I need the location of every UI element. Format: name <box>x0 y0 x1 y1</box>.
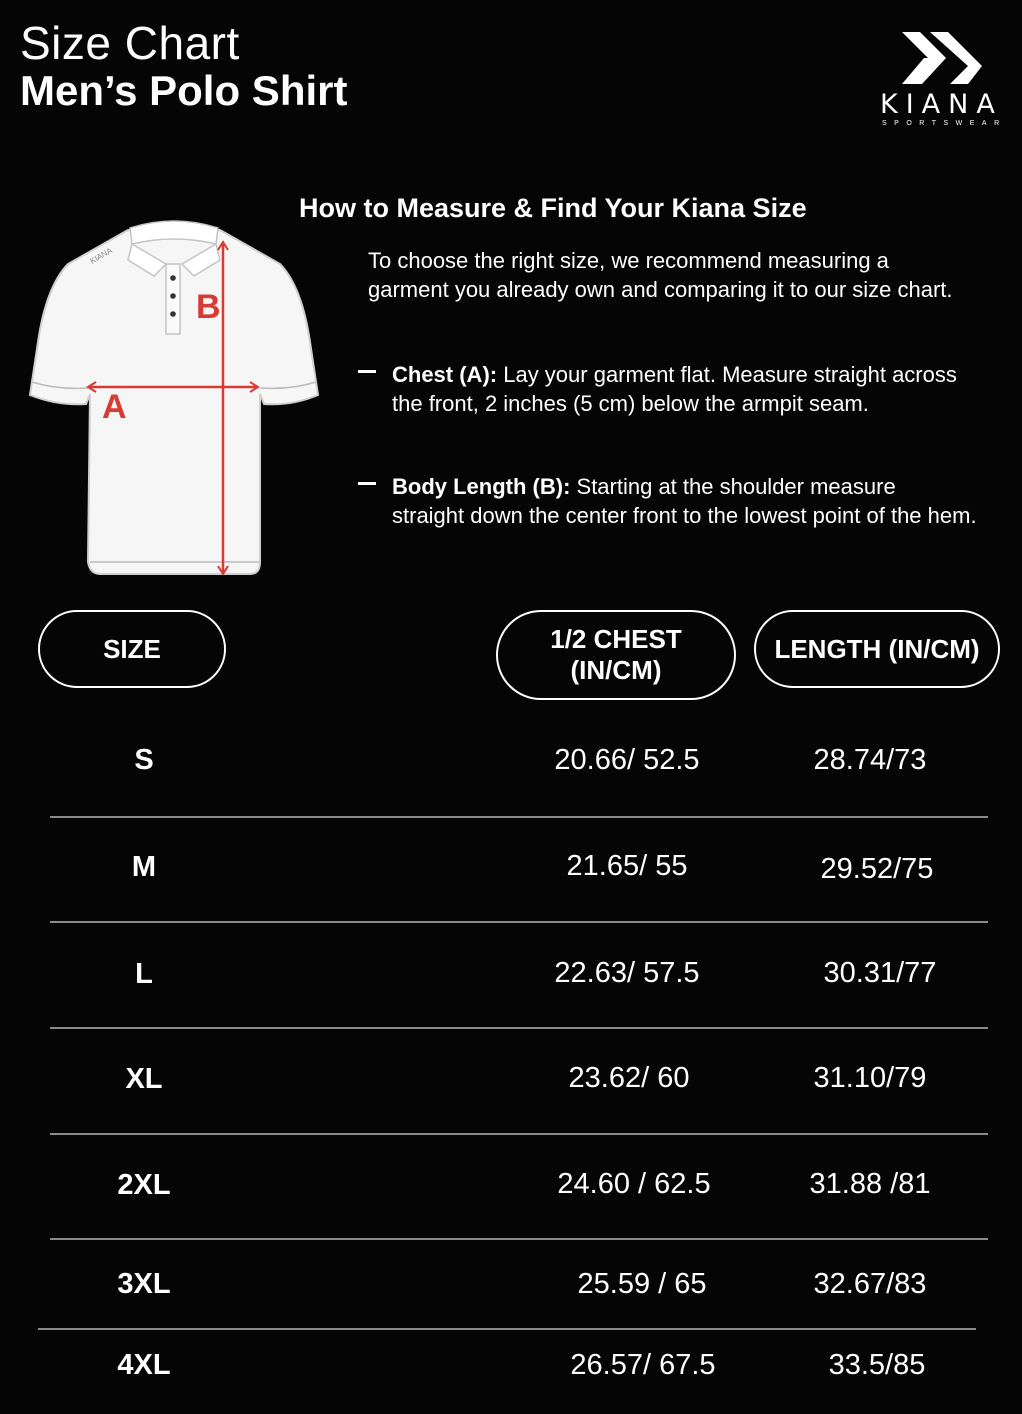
length-cell: 31.10/79 <box>813 1062 927 1094</box>
length-cell: 30.31/77 <box>823 957 937 989</box>
length-column-header <box>754 610 1000 688</box>
size-cell: M <box>131 851 157 883</box>
length-cell: 29.52/75 <box>820 853 934 885</box>
size-cell: L <box>135 958 153 990</box>
chest-cell: 23.62/ 60 <box>568 1062 690 1094</box>
chest-instruction <box>392 360 1022 418</box>
length-instruction-text: Starting at the shoulder measure <box>570 474 896 499</box>
length-cell: 31.88 /81 <box>809 1168 931 1200</box>
page-subtitle: Men’s Polo Shirt <box>20 67 348 114</box>
length-instruction <box>392 472 1022 530</box>
page-title: Size Chart <box>20 17 240 69</box>
length-cell: 32.67/83 <box>813 1268 927 1300</box>
size-column-header <box>38 610 226 688</box>
chest-instruction-text: Lay your garment flat. Measure straight across <box>497 362 957 387</box>
chest-column-header <box>496 610 736 700</box>
measure-label-a: A <box>102 388 127 426</box>
chest-instruction-text: the front, 2 inches (5 cm) below the armpit seam. <box>392 391 869 416</box>
chest-cell: 25.59 / 65 <box>577 1268 707 1300</box>
chest-column-header-unit: (IN/CM) <box>570 655 662 685</box>
polo-shirt-illustration <box>28 212 320 582</box>
bullet-dash-icon <box>358 370 376 373</box>
guide-heading: How to Measure & Find Your Kiana Size <box>299 193 807 223</box>
row-divider <box>50 1238 988 1240</box>
size-cell: XL <box>125 1063 163 1095</box>
guide-intro-line: garment you already own and comparing it to our size chart. <box>368 277 953 302</box>
chest-cell: 20.66/ 52.5 <box>554 744 700 776</box>
chest-cell: 21.65/ 55 <box>566 850 688 882</box>
guide-intro <box>368 246 1018 304</box>
brand-tagline: SPORTSWEAR <box>882 120 1007 127</box>
length-cell: 28.74/73 <box>813 744 927 776</box>
bullet-dash-icon <box>358 482 376 485</box>
chest-instruction-label: Chest (A): <box>392 362 498 387</box>
size-cell: 3XL <box>117 1268 171 1300</box>
row-divider <box>38 1328 976 1330</box>
guide-intro-line: To choose the right size, we recommend measuring a <box>368 248 889 273</box>
size-column-header-label: SIZE <box>103 633 161 664</box>
length-cell: 33.5/85 <box>828 1349 926 1381</box>
chest-column-header-label: 1/2 CHEST <box>550 624 682 654</box>
measure-label-b: B <box>196 288 221 326</box>
size-cell: 4XL <box>117 1349 171 1381</box>
row-divider <box>50 816 988 818</box>
shirt-tag-label: KIANA <box>88 245 114 266</box>
chest-cell: 22.63/ 57.5 <box>554 957 700 989</box>
brand-name: KIANA <box>880 89 1003 120</box>
row-divider <box>50 1133 988 1135</box>
chest-cell: 26.57/ 67.5 <box>570 1349 716 1381</box>
row-divider <box>50 1027 988 1029</box>
length-instruction-text: straight down the center front to the lowest point of the hem. <box>392 503 977 528</box>
size-cell: 2XL <box>117 1169 171 1201</box>
size-cell: S <box>134 744 154 776</box>
length-instruction-label: Body Length (B): <box>392 474 571 499</box>
chest-cell: 24.60 / 62.5 <box>557 1168 711 1200</box>
length-column-header-label: LENGTH (IN/CM) <box>774 633 980 664</box>
row-divider <box>50 921 988 923</box>
